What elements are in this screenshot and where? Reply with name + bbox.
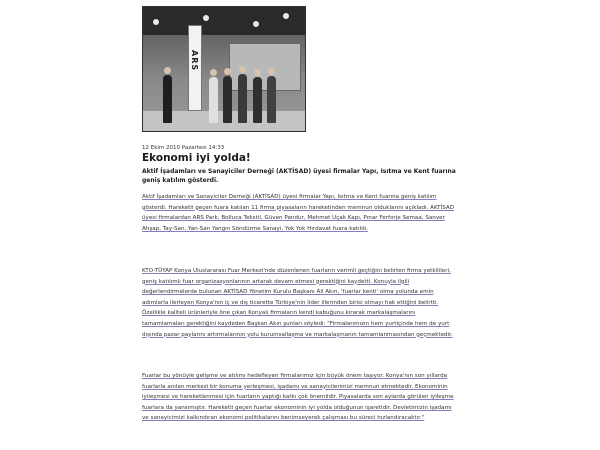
- photo-person: [163, 75, 172, 123]
- article-date: 12 Ekim 2010 Pazartesi 14:33: [142, 145, 225, 151]
- photo-person: [238, 74, 247, 123]
- article-paragraph: [142, 266, 456, 340]
- photo-banner-text: ARS: [190, 50, 199, 72]
- paragraph-text: Aktif İşadamları ve Sanayiciler Derneği (AKTİSAD) üyesi firmalar Yapı, Isıtma ve Kent fuarına geniş katılım gösterdi. Hareketli geçen fuara katılan 11 firma piyasaların hareketinden memnun olduklarını açıkladı. AKTİSAD üyesi firmalardan ARS Park, Bolluca Tekstil, Güven Pandur, Mehmet Uçak Kapı, Pınar Ferforje Semaa, Sanver Ahşap, Tay-San, Yan-San Yangın Söndürme Sanayi, Yok Yok Hırdavat fuara katıldı.: [142, 194, 455, 232]
- article-paragraph: [142, 192, 456, 234]
- paragraph-text: KTO-TÜYAP Konya Uluslararası Fuar Merkezi'nde düzenlenen fuarların verimli geçtiğini belirten firma yetkilileri, geniş katılımlı fuar organizasyonlarının artarak devam etmesi gerektiğini kaydetti. Konuyla ilgili değerlendirmelerde bulunan AKTİSAD Yönetim Kurulu Başkanı Ali Akın, 'fuarlar kenti' olma yolunda emin adımlarla ilerleyen Konya'nın iç ve dış ticarette Türkiye'nin lider illerinden birisi olmayı hak ettiğini belirtti. Özellikle kaliteli ürünleriyle öne çıkan Konyalı firmaların kendi kabuğunu kırarak markalaşmalarını tamamlamaları gerektiğini kaydeden Başkan Akın şunları söyledi: "Firmalarımızın hem yurtiçinde hem de yurt dışında pazar paylarını artırmalarının yolu kurumsallaşma ve markalaşmanın tamamlanmasından geçmektedir.: [142, 268, 453, 338]
- photo-lamp: [253, 21, 259, 27]
- photo-person: [253, 77, 262, 123]
- photo-banner: [188, 25, 202, 111]
- article-lead: Aktif İşadamları ve Sanayiciler Derneği (AKTİSAD) üyesi firmalar Yapı, Isıtma ve Kent fuarına geniş katılım gösterdi.: [142, 168, 456, 184]
- photo-lamp: [283, 13, 289, 19]
- photo-lamp: [203, 15, 209, 21]
- photo-ceiling: [143, 7, 305, 35]
- paragraph-text: Fuarlar bu yönüyle gelişme ve atılımı hedefleyen firmalarımız için büyük önem taşıyor. Konya'nın son yıllarda fuarlarla anılan merkezi bir konuma yerleşmesi, işadamı ve sanayicilerimizi memnun etmektedir. Ekonominin iyileşmesi ve hareketlenmesi için fuarların yaptığı katkı çok önemlidir. Piyasalarda son aylarda görülen iyileşme fuarlara da yansımıştır. Hareketli geçen fuarlar ekonominin iyi yolda olduğunun işaretidir. Devletimizin işadamı ve sanayicimizi kalkındıran ekonomi politikalarını benimseyerek çalışması bu süreci hızlandıracaktır.": [142, 373, 454, 422]
- article-paragraph: [142, 371, 456, 424]
- news-photo: [142, 6, 306, 132]
- photo-person: [267, 76, 276, 123]
- photo-person: [209, 77, 218, 123]
- photo-lamp: [153, 19, 159, 25]
- photo-person: [223, 76, 232, 123]
- article-title: Ekonomi iyi yolda!: [142, 152, 251, 164]
